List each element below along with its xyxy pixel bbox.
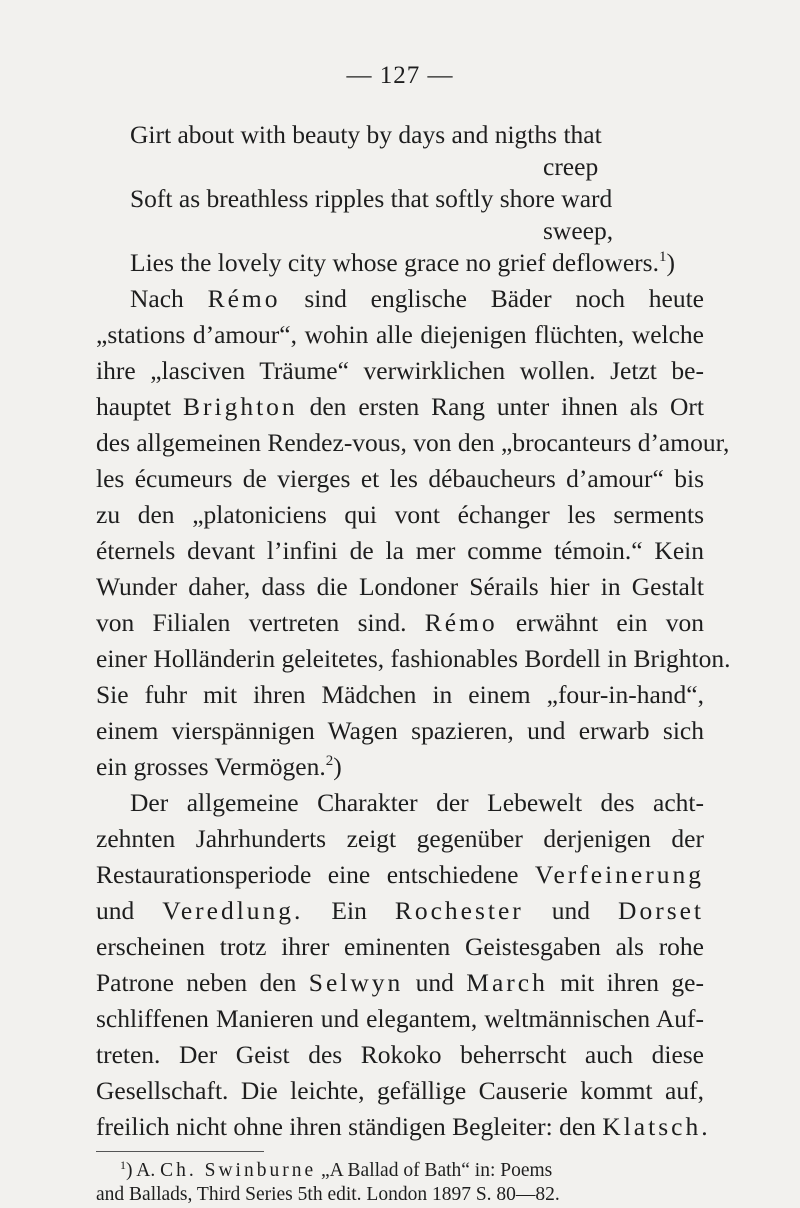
page-number: — 127 — — [346, 62, 454, 89]
text-line: ihre „lasciven Träume“ verwirklichen wollen. Jetzt be- — [96, 356, 704, 385]
text-line: von Filialen vertreten sind. Rémo erwähnt ein von — [96, 608, 704, 637]
footnote-1: $^1$) A. Ch. Swinburne „A Ballad of Bath“ in: Poems — [120, 1158, 553, 1181]
text-line: Gesellschaft. Die leichte, gefällige Causerie kommt auf, — [96, 1076, 704, 1105]
emphasis-word: Klatsch. — [602, 1112, 711, 1141]
poem-line: Girt about with beauty by days and nigths that — [130, 120, 602, 149]
emphasis-word: Verfeinerung — [534, 860, 704, 889]
text-line: zu den „platoniciens qui vont échanger les serments — [96, 500, 704, 529]
text-line: Patrone neben den Selwyn und March mit ihren ge- — [96, 968, 704, 997]
text-line: zehnten Jahrhunderts zeigt gegenüber derjenigen der — [96, 824, 704, 853]
footnote-1-continued: and Ballads, Third Series 5th edit. London 1897 S. 80—82. — [96, 1184, 560, 1205]
text-line: Wunder daher, dass die Londoner Sérails hier in Gestalt — [96, 572, 704, 601]
text-line: des allgemeinen Rendez-vous, von den „brocanteurs d’amour, — [96, 428, 730, 457]
person-name: March — [466, 968, 548, 997]
text-line: hauptet Brighton den ersten Rang unter ihnen als Ort — [96, 392, 704, 421]
poem-line: sweep, — [543, 216, 614, 245]
text-line: Sie fuhr mit ihren Mädchen in einem „four-in-hand“, — [96, 680, 704, 709]
text-line: einer Holländerin geleitetes, fashionables Bordell in Brighton. — [96, 644, 731, 673]
text-line: Nach Rémo sind englische Bäder noch heute — [130, 284, 704, 313]
footnote-divider — [96, 1151, 264, 1152]
text-line: „stations d’amour“, wohin alle diejenigen flüchten, welche — [96, 320, 704, 349]
text-line: ein grosses Vermögen.$^2$) — [96, 752, 342, 781]
person-name: Rochester — [394, 896, 524, 925]
text-line: erscheinen trotz ihrer eminenten Geistesgaben als rohe — [96, 932, 704, 961]
text-line: und Veredlung. Ein Rochester und Dorset — [96, 896, 705, 925]
person-name: Rémo — [207, 284, 281, 313]
poem-line: Soft as breathless ripples that softly shore ward — [130, 184, 613, 213]
person-name: Ch. Swinburne — [160, 1160, 317, 1181]
text-line: les écumeurs de vierges et les débaucheurs d’amour“ bis — [96, 464, 704, 493]
text-line: treten. Der Geist des Rokoko beherrscht auch diese — [96, 1040, 704, 1069]
text-line: freilich nicht ohne ihren ständigen Begleiter: den Klatsch. — [96, 1112, 711, 1141]
poem-line: creep — [543, 152, 599, 181]
text-line: éternels devant l’infini de la mer comme témoin.“ Kein — [96, 536, 704, 565]
person-name: Selwyn — [308, 968, 404, 997]
person-name: Rémo — [424, 608, 498, 637]
person-name: Dorset — [618, 896, 705, 925]
text-line: Der allgemeine Charakter der Lebewelt des acht- — [130, 788, 704, 817]
text-line: schliffenen Manieren und elegantem, weltmännischen Auf- — [96, 1004, 704, 1033]
text-line: einem vierspännigen Wagen spazieren, und erwarb sich — [96, 716, 704, 745]
emphasis-word: Veredlung. — [162, 896, 304, 925]
poem-line: Lies the lovely city whose grace no grief deflowers.$^1$) — [130, 248, 675, 277]
footnote-ref: 2 — [325, 753, 334, 769]
footnote-ref: 1 — [658, 249, 667, 265]
text-line: Restaurationsperiode eine entschiedene Verfeinerung — [96, 860, 704, 889]
place-name: Brighton — [182, 392, 298, 421]
